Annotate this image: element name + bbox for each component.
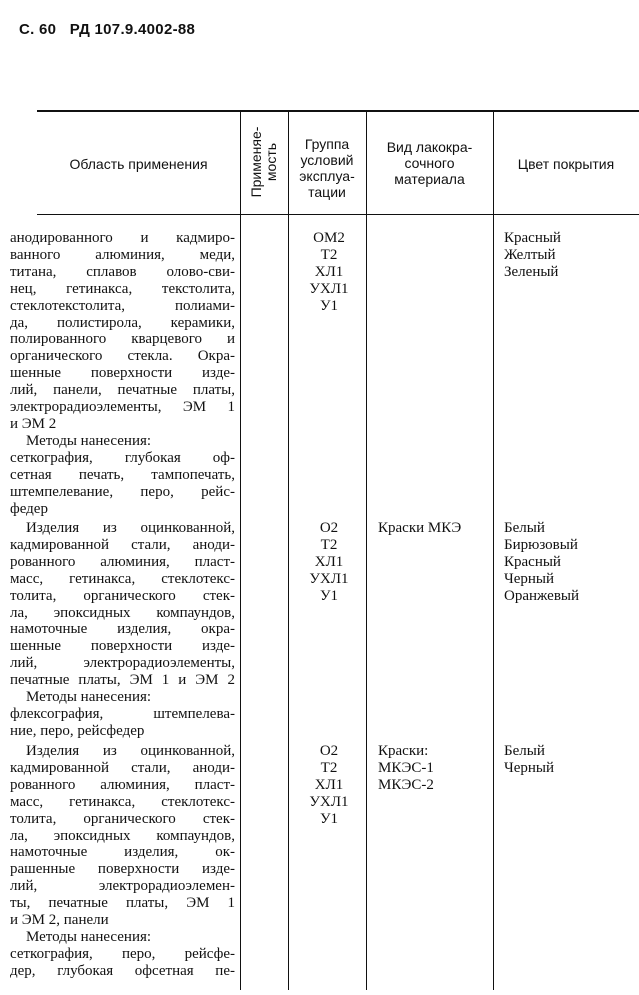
row-3-colors: Белый Черный <box>504 743 555 776</box>
document-code: РД 107.9.4002-88 <box>69 21 196 38</box>
header-color: Цвет покрытия <box>517 156 615 172</box>
table-header-rule <box>37 214 639 215</box>
column-divider-4 <box>493 110 494 990</box>
row-3-area: Изделия из оцинкованной, кадмированной стали, аноди- рованного алюминия, пласт- масс, гетинакса, стеклотекс- толита, органического стек- ла, эпоксидных компаундов, намоточные изделия, ок- рашенные поверхности изде- лий, электрорадиоэлемен- ты, печатные платы, ЭМ 1 и ЭМ 2, панели Методы нанесения: сеткография, перо, рейсфе- дер, глубокая офсетная пе- <box>10 743 235 979</box>
column-divider-3 <box>366 110 367 990</box>
row-2-area: Изделия из оцинкованной, кадмированной стали, аноди- рованного алюминия, пласт- масс, гетинакса, стеклотекс- толита, органического стек- ла, эпоксидных компаундов, намоточные изделия, окра- шенные поверхности изде- лий, электрорадиоэлементы, печатные платы, ЭМ 1 и ЭМ 2 Методы нанесения: флексография, штемпелева- ние, перо, рейсфедер <box>10 520 235 739</box>
header-area: Область применения <box>69 156 208 172</box>
header-group: Группа условий эксплуа- тации <box>299 136 355 200</box>
row-1-groups: ОМ2 Т2 ХЛ1 УХЛ1 У1 <box>309 230 349 314</box>
row-2-groups: О2 Т2 ХЛ1 УХЛ1 У1 <box>309 520 349 604</box>
row-1-area: анодированного и кадмиро- ванного алюминия, меди, титана, сплавов олово-сви- нец, гетинакса, текстолита, стеклотекстолита, полиами- да, полистирола, керамики, полированного кварцевого и органического стекла. Окра- шенные поверхности изде- лий, панели, печатные платы, электрорадиоэлементы, ЭМ 1 и ЭМ 2 Методы нанесения: сеткография, глубокая оф- сетная печать, тампопечать, штемпелевание, перо, рейс- федер <box>10 230 235 517</box>
header-applicability: Применяе- мость <box>248 126 279 198</box>
row-2-colors: Белый Бирюзовый Красный Черный Оранжевый <box>504 520 580 604</box>
row-1-colors: Красный Желтый Зеленый <box>504 230 561 280</box>
column-divider-2 <box>288 110 289 990</box>
row-3-material: Краски: МКЭС-1 МКЭС-2 <box>378 743 434 793</box>
header-material: Вид лакокра- сочного материала <box>386 139 473 187</box>
page-header <box>10 4 195 38</box>
row-2-material: Краски МКЭ <box>378 520 462 536</box>
page-number: С. 60 <box>18 21 57 38</box>
table-top-rule <box>37 110 639 112</box>
column-divider-1 <box>240 110 241 990</box>
row-3-groups: О2 Т2 ХЛ1 УХЛ1 У1 <box>309 743 349 827</box>
